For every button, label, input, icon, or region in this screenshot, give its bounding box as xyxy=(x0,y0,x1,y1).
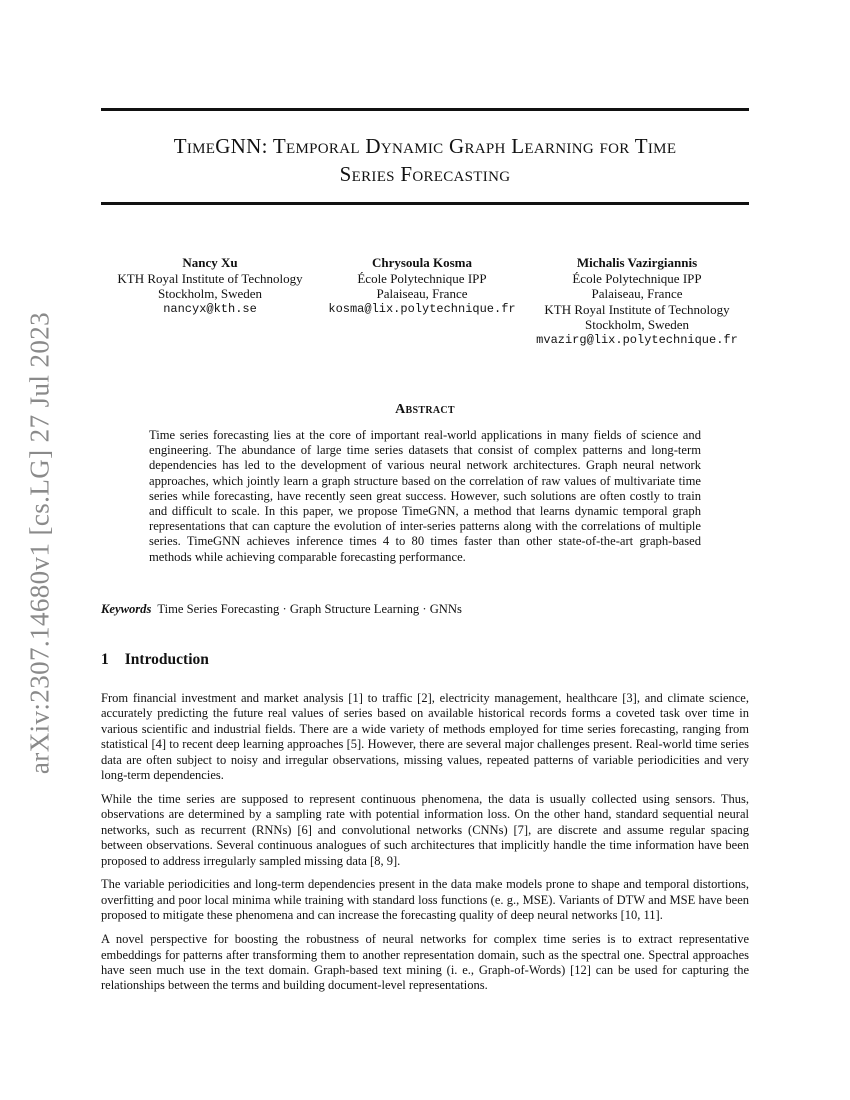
body-paragraph: The variable periodicities and long-term dependencies present in the data make models prone to shape and temporal distortions, overfitting and poor local minima while training with standard loss functions (e. g., MSE). Variants of DTW and MSE have been proposed to mitigate these phenomena and can increase the forecasting quality of deep neural networks [10, 11]. xyxy=(101,877,749,923)
arxiv-identifier-stamp: arXiv:2307.14680v1 [cs.LG] 27 Jul 2023 xyxy=(24,311,55,775)
abstract-heading: Abstract xyxy=(395,402,455,417)
author-block-3 xyxy=(522,255,752,348)
author-block-1 xyxy=(100,255,320,317)
author-affiliation: KTH Royal Institute of Technology xyxy=(117,270,303,286)
author-affiliation: École Polytechnique IPP xyxy=(357,270,487,286)
section-title: Introduction xyxy=(124,651,209,668)
introduction-body xyxy=(101,691,749,1002)
author-block-2 xyxy=(312,255,532,317)
author-email: kosma@lix.polytechnique.fr xyxy=(328,301,516,316)
keywords-line xyxy=(101,602,749,617)
author-name: Michalis Vazirgiannis xyxy=(576,255,698,270)
author-location: Palaiseau, France xyxy=(376,286,468,301)
keywords-text: Time Series Forecasting · Graph Structure Learning · GNNs xyxy=(157,602,462,616)
keywords-label: Keywords xyxy=(101,602,152,616)
title-rule-bottom xyxy=(101,202,749,205)
body-paragraph: From financial investment and market analysis [1] to traffic [2], electricity management, healthcare [3], and climate science, accurately predicting the future real values of series based on available historical records forms a coveted task over time in various scientific and industrial fields. There are a wide variety of methods employed for time series forecasting, ranging from statistical [4] to recent deep learning approaches [5]. However, there are several major challenges present. Real-world time series data are often subject to noisy and irregular observations, missing values, repeated patterns of variable periodicities and very long-term dependencies. xyxy=(101,691,749,783)
author-affiliation-second: KTH Royal Institute of Technology xyxy=(544,301,730,317)
author-location-second: Stockholm, Sweden xyxy=(585,317,689,332)
paper-title xyxy=(101,132,749,188)
title-rule-top xyxy=(101,108,749,111)
body-paragraph: A novel perspective for boosting the robustness of neural networks for complex time series is to extract representative embeddings for patterns after transforming them to another representation domain, such as the spectral one. Spectral approaches have seen much use in the text domain. Graph-based text mining (i. e., Graph-of-Words) [12] can be used for capturing the relationships between the terms and building document-level representations. xyxy=(101,932,749,993)
author-email: mvazirg@lix.polytechnique.fr xyxy=(536,332,738,347)
author-name: Chrysoula Kosma xyxy=(371,255,473,270)
author-location: Palaiseau, France xyxy=(591,286,683,301)
paper-title-line-1: TimeGNN: Temporal Dynamic Graph Learning for Time xyxy=(173,134,677,158)
author-email: nancyx@kth.se xyxy=(163,301,257,316)
paper-title-line-2: Series Forecasting xyxy=(339,162,511,186)
author-name: Nancy Xu xyxy=(182,255,238,270)
section-number: 1 xyxy=(101,651,109,668)
abstract-text: Time series forecasting lies at the core of important real-world applications in many fields of science and engineering. The abundance of large time series datasets that consist of complex patterns and long-term dependencies has led to the development of various neural network architectures. Graph neural network approaches, which jointly learn a graph structure based on the correlation of raw values of multivariate time series while forecasting, have recently seen great success. However, such solutions are often costly to train and difficult to scale. In this paper, we propose TimeGNN, a method that learns dynamic temporal graph representations that can capture the evolution of inter-series patterns along with the correlations of multiple series. TimeGNN achieves inference times 4 to 80 times faster than other state-of-the-art graph-based methods while achieving comparable forecasting performance. xyxy=(149,428,701,564)
author-location: Stockholm, Sweden xyxy=(158,286,262,301)
body-paragraph: While the time series are supposed to represent continuous phenomena, the data is usually collected using sensors. Thus, observations are determined by a sampling rate with potential information loss. On the other hand, standard sequential neural networks, such as recurrent (RNNs) [6] and convolutional networks (CNNs) [7], are discrete and assume regular spacing between observations. Several continuous analogues of such architectures that implicitly handle the time information have been proposed to address irregularly sampled missing data [8, 9]. xyxy=(101,791,749,868)
section-heading-introduction xyxy=(101,651,209,669)
author-affiliation: École Polytechnique IPP xyxy=(572,270,702,286)
